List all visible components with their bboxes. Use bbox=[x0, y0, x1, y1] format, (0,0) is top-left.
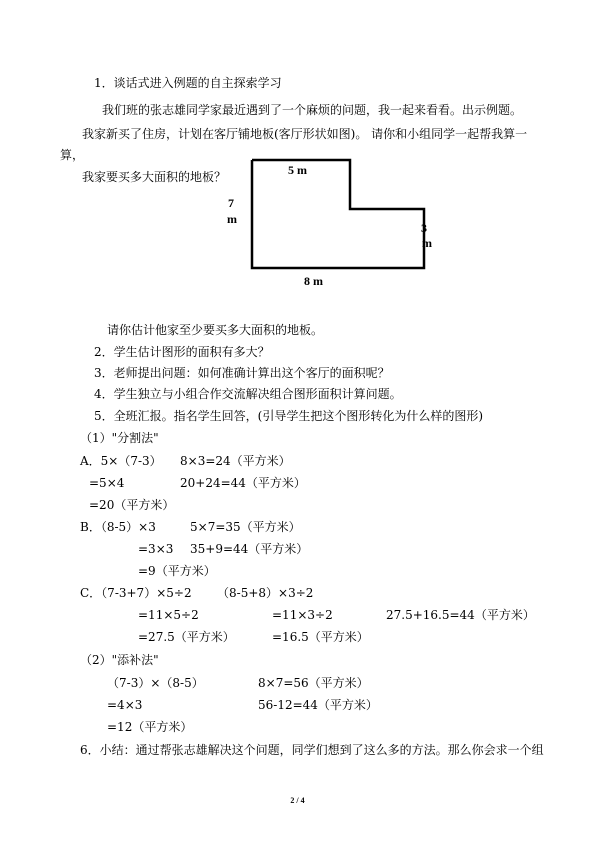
method-c-line-2b: =11×3÷2 bbox=[272, 608, 333, 622]
method-b-line-1b: 5×7=35（平方米） bbox=[190, 520, 301, 534]
figure-top-label: 5 m bbox=[288, 163, 307, 177]
method-b-line-1: B．（8-5）×3 bbox=[80, 520, 156, 534]
method-c-line-2c: 27.5+16.5=44（平方米） bbox=[386, 608, 535, 622]
method-a-line-1b: 8×3=24（平方米） bbox=[180, 454, 291, 468]
intro-paragraph-1: 我们班的张志雄同学家最近遇到了一个麻烦的问题，我一起来看看。出示例题。 bbox=[102, 103, 523, 117]
method-c-line-1b: （8-5+8）×3÷2 bbox=[217, 586, 314, 600]
method-2-line-1b: 8×7=56（平方米） bbox=[258, 676, 369, 690]
method-2-title: （2）"添补法" bbox=[80, 653, 159, 667]
estimate-prompt: 请你估计他家至少要买多大面积的地板。 bbox=[107, 323, 324, 337]
intro-paragraph-2-cont: 算， bbox=[60, 148, 85, 162]
intro-paragraph-2: 我家新买了住房，计划在客厅铺地板(客厅形状如图)。 请你和小组同学一起帮我算一 bbox=[82, 127, 528, 141]
figure-bottom-label: 8 m bbox=[304, 274, 323, 288]
figure-left-label-number: 7 bbox=[228, 196, 234, 210]
method-2-line-1a: （7-3）×（8-5） bbox=[107, 676, 204, 690]
step-2: 2．学生估计图形的面积有多大？ bbox=[94, 345, 270, 359]
step-3: 3．老师提出问题：如何准确计算出这个客厅的面积呢？ bbox=[94, 366, 390, 380]
step-5: 5．全班汇报。指名学生回答，(引导学生把这个图形转化为什么样的图形) bbox=[94, 409, 484, 423]
figure-right-label-number: 3 bbox=[421, 221, 427, 235]
summary-paragraph: 6．小结：通过帮张志雄解决这个问题，同学们想到了这么多的方法。那么你会求一个组 bbox=[80, 743, 544, 757]
floor-plan-outline bbox=[252, 160, 424, 268]
step-4: 4．学生独立与小组合作交流解决组合图形面积计算问题。 bbox=[94, 387, 402, 401]
method-2-line-2a: =4×3 bbox=[107, 698, 143, 712]
step-1-heading: 1．谈话式进入例题的自主探索学习 bbox=[94, 76, 282, 90]
method-2-line-2b: 56-12=44（平方米） bbox=[258, 698, 378, 712]
method-a-line-3: =20（平方米） bbox=[89, 498, 175, 512]
method-c-line-3b: =16.5（平方米） bbox=[272, 630, 369, 644]
method-a-line-2b: 20+24=44（平方米） bbox=[180, 476, 306, 490]
page-number: 2 / 4 bbox=[290, 796, 305, 805]
method-c-line-1a: C．（7-3+7）×5÷2 bbox=[80, 586, 192, 600]
figure-left-label-unit: m bbox=[227, 212, 237, 226]
intro-question: 我家要买多大面积的地板？ bbox=[82, 170, 227, 184]
method-c-line-3a: =27.5（平方米） bbox=[138, 630, 235, 644]
method-1-title: （1）"分割法" bbox=[80, 431, 159, 445]
method-a-line-2: =5×4 bbox=[89, 476, 125, 490]
method-b-line-3: =9（平方米） bbox=[138, 564, 216, 578]
figure-right-label-unit: m bbox=[422, 236, 432, 250]
method-b-line-2: =3×3 bbox=[138, 542, 174, 556]
method-c-line-2a: =11×5÷2 bbox=[138, 608, 199, 622]
method-2-line-3a: =12（平方米） bbox=[107, 720, 193, 734]
method-a-line-1: A．5×（7-3） bbox=[80, 454, 162, 468]
method-b-line-2b: 35+9=44（平方米） bbox=[190, 542, 309, 556]
